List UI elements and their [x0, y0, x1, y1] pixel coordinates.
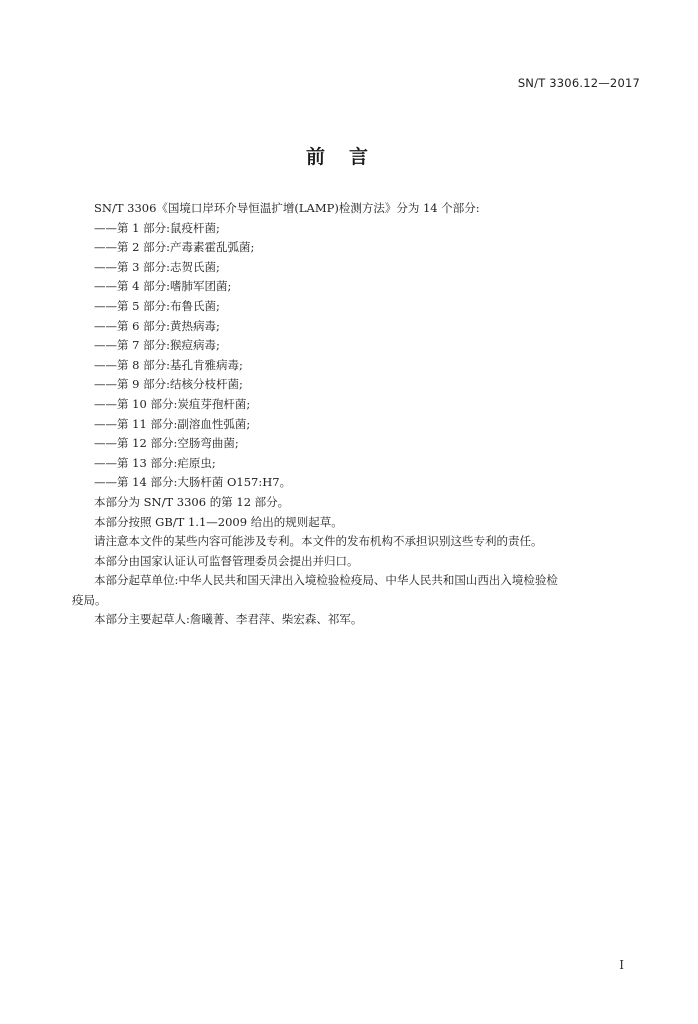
this-part-paragraph: 本部分为 SN/T 3306 的第 12 部分。	[94, 494, 290, 509]
patent-notice-paragraph: 请注意本文件的某些内容可能涉及专利。本文件的发布机构不承担识别这些专利的责任。	[94, 534, 543, 549]
page-title: 前言	[305, 146, 392, 168]
parts-list	[94, 219, 642, 493]
list-item: ——第 6 部分:黄热病毒;	[94, 318, 220, 333]
drafting-rules-paragraph: 本部分按照 GB/T 1.1—2009 给出的规则起草。	[94, 514, 343, 529]
list-item: ——第 11 部分:副溶血性弧菌;	[94, 416, 251, 431]
drafters-paragraph: 本部分主要起草人:詹曦菁、李君萍、柴宏森、祁军。	[94, 612, 363, 627]
list-item: ——第 3 部分:志贺氏菌;	[94, 259, 220, 274]
list-item: ——第 12 部分:空肠弯曲菌;	[94, 436, 239, 451]
list-item: ——第 4 部分:嗜肺军团菌;	[94, 279, 232, 294]
list-item: ——第 7 部分:猴痘病毒;	[94, 338, 220, 353]
foreword-body	[72, 199, 642, 630]
list-item: ——第 1 部分:鼠疫杆菌;	[94, 220, 220, 235]
list-item: ——第 9 部分:结核分枝杆菌;	[94, 377, 243, 392]
page-number: I	[619, 958, 624, 972]
drafting-units-paragraph: 本部分起草单位:中华人民共和国天津出入境检验检疫局、中华人民共和国山西出入境检验检	[94, 573, 558, 588]
list-item: ——第 5 部分:布鲁氏菌;	[94, 298, 220, 313]
proposed-by-paragraph: 本部分由国家认证认可监督管理委员会提出并归口。	[94, 553, 359, 568]
list-item: ——第 14 部分:大肠杆菌 O157:H7。	[94, 475, 292, 490]
list-item: ——第 13 部分:疟原虫;	[94, 455, 216, 470]
drafting-units-continuation: 疫局。	[72, 592, 107, 607]
list-item: ——第 10 部分:炭疽芽孢杆菌;	[94, 396, 251, 411]
document-code: SN/T 3306.12—2017	[517, 76, 640, 90]
intro-paragraph: SN/T 3306《国境口岸环介导恒温扩增(LAMP)检测方法》分为 14 个部分:	[94, 201, 480, 215]
list-item: ——第 8 部分:基孔肯雅病毒;	[94, 357, 243, 372]
list-item: ——第 2 部分:产毒素霍乱弧菌;	[94, 240, 255, 255]
